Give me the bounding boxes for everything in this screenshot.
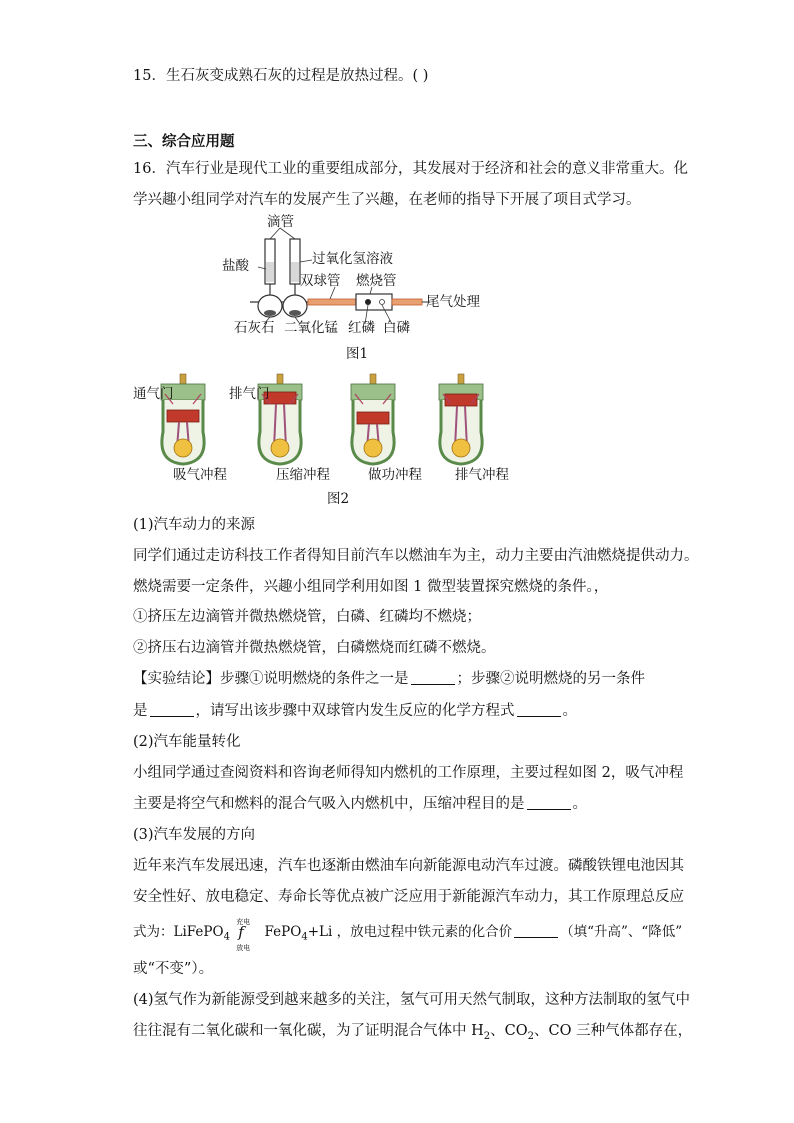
subscript-4b: 4	[301, 931, 308, 943]
label-exhaust: 尾气处理	[426, 294, 480, 310]
part-3-line-4: 或“不变”）。	[133, 961, 214, 977]
subscript-h2: 2	[483, 1030, 491, 1042]
figure-2-caption: 图2	[327, 491, 350, 507]
equation-product: FePO	[264, 924, 302, 940]
part-3-line-1: 近年来汽车发展迅速，汽车也逐渐由燃油车向新能源电动汽车过渡。磷酸铁锂电池因其	[133, 858, 684, 874]
part-4-line-2	[133, 1021, 692, 1047]
part-1-title: (1)汽车动力的来源	[133, 517, 256, 533]
subscript-4: 4	[223, 931, 230, 943]
reversible-arrow: 充电 f 放电	[234, 924, 260, 938]
conclusion-text-a: 【实验结论】步骤①说明燃烧的条件之一是	[133, 671, 409, 687]
conclusion-text-e: 。	[562, 703, 577, 719]
conclusion-text-d: ，请写出该步骤中双球管内发生反应的化学方程式	[195, 703, 515, 719]
engine-cylinder	[351, 374, 395, 464]
part-3-line-3	[133, 918, 683, 952]
part-4-text-a: 往往混有二氧化碳和一氧化碳，为了证明混合气体中 H	[133, 1023, 484, 1039]
part-3-line-2: 安全性好、放电稳定、寿命长等优点被广泛应用于新能源汽车动力，其工作原理总反应	[133, 889, 684, 905]
question-16-line-1: 16．汽车行业是现代工业的重要组成部分，其发展对于经济和社会的意义非常重大。化	[133, 161, 688, 177]
stroke-exhaust: 排气冲程	[455, 467, 509, 483]
part-2-line-2	[133, 794, 587, 814]
figure-1-apparatus	[220, 214, 480, 364]
apparatus-diagram	[220, 214, 450, 364]
label-h2o2: 过氧化氢溶液	[312, 251, 393, 267]
figure-2-engine-strokes	[133, 372, 533, 507]
part-3-text-d: （填“升高”、“降低”	[560, 924, 683, 940]
part-4-text-c: 、CO 三种气体都存在，	[534, 1023, 693, 1039]
label-mno2: 二氧化锰	[284, 320, 338, 336]
question-16-line-2: 学兴趣小组同学对汽车的发展产生了兴趣，在老师的指导下开展了项目式学习。	[133, 192, 641, 208]
part-1-step-2: ②挤压右边滴管并微热燃烧管，白磷燃烧而红磷不燃烧。	[133, 640, 496, 656]
part-2-title: (2)汽车能量转化	[133, 734, 241, 750]
label-white-p: 白磷	[383, 320, 410, 336]
label-hcl: 盐酸	[222, 258, 249, 274]
part-1-line-2: 燃烧需要一定条件，兴趣小组同学利用如图 1 微型装置探究燃烧的条件。，	[133, 579, 609, 595]
conclusion-text-c: 是	[133, 703, 148, 719]
answer-blank-2[interactable]	[150, 702, 194, 717]
part-4-line-1: (4)氢气作为新能源受到越来越多的关注，氢气可用天然气制取，这种方法制取的氢气中	[133, 992, 691, 1008]
figure-1-caption: 图1	[346, 346, 369, 362]
answer-blank-4[interactable]	[527, 795, 571, 810]
conclusion-text-b: ；步骤②说明燃烧的另一条件	[456, 671, 645, 687]
stroke-power: 做功冲程	[368, 467, 422, 483]
engine-diagram	[133, 372, 533, 472]
stroke-intake: 吸气冲程	[173, 467, 227, 483]
engine-cylinder	[439, 374, 483, 464]
part-2-text-a: 主要是将空气和燃料的混合气吸入内燃机中，压缩冲程目的是	[133, 796, 525, 812]
label-limestone: 石灰石	[234, 320, 275, 336]
part-4-text-b: 、CO	[490, 1023, 528, 1039]
answer-blank-5[interactable]	[514, 923, 558, 938]
subscript-co2: 2	[527, 1030, 534, 1042]
question-15: 15．生石灰变成熟石灰的过程是放热过程。( )	[133, 68, 429, 84]
part-1-step-1: ①挤压左边滴管并微热燃烧管，白磷、红磷均不燃烧；	[133, 609, 481, 625]
part-1-conclusion-line-1	[133, 669, 645, 689]
part-3-text-c: +Li ，放电过程中铁元素的化合价	[307, 924, 513, 940]
answer-blank-1[interactable]	[411, 670, 455, 685]
label-exhaust-valve: 排气门	[229, 386, 270, 402]
label-burn-tube: 燃烧管	[356, 273, 397, 289]
part-3-title: (3)汽车发展的方向	[133, 827, 256, 843]
section-title: 三、综合应用题	[133, 133, 235, 150]
label-intake-valve: 通气门	[133, 386, 174, 402]
part-1-conclusion-line-2	[133, 701, 577, 721]
stroke-compression: 压缩冲程	[276, 467, 330, 483]
label-red-p: 红磷	[348, 320, 375, 336]
label-double-ball: 双球管	[300, 273, 341, 289]
equation-reactant: 式为：LiFePO	[133, 924, 224, 940]
discharge-label: 放电	[236, 944, 251, 952]
part-2-text-b: 。	[572, 796, 587, 812]
label-dropper: 滴管	[267, 214, 294, 230]
charge-label: 充电	[236, 918, 251, 926]
part-1-line-1: 同学们通过走访科技工作者得知目前汽车以燃油车为主，动力主要由汽油燃烧提供动力。	[133, 548, 699, 564]
answer-blank-3[interactable]	[517, 702, 561, 717]
part-2-line-1: 小组同学通过查阅资料和咨询老师得知内燃机的工作原理，主要过程如图 2，吸气冲程	[133, 765, 684, 781]
